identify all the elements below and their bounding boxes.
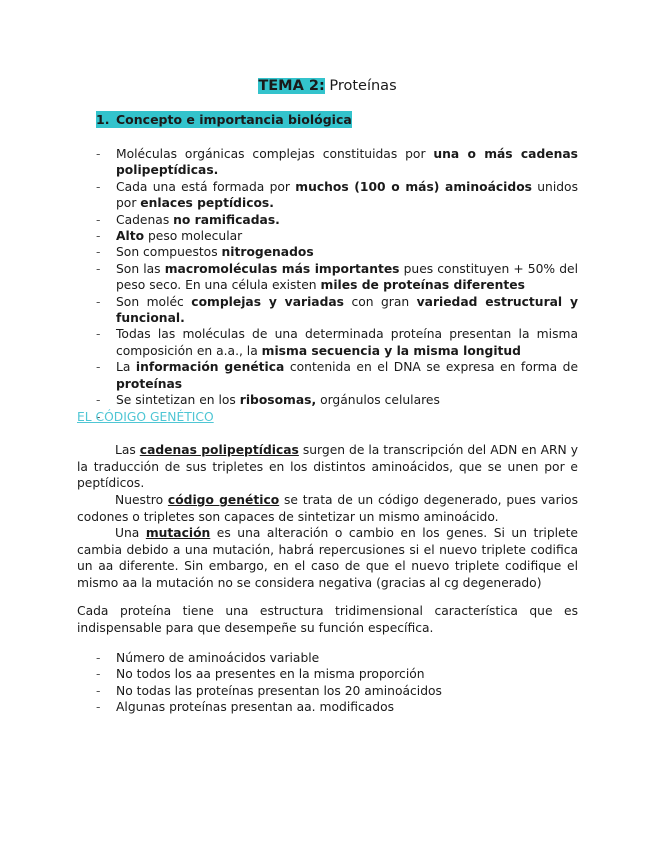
- list-item-text: unidos por: [116, 179, 578, 211]
- paragraph-polypeptide: [77, 442, 578, 492]
- list-item-text: con gran: [344, 294, 417, 309]
- list-item-text: contenida en el DNA se expresa en forma de: [284, 360, 579, 375]
- list-item: [96, 359, 578, 392]
- list-item-text: Se sintetizan en los: [116, 393, 240, 408]
- p1-term: cadenas polipeptídicas: [139, 443, 299, 457]
- p1-text-a: Las: [115, 443, 140, 457]
- list-item: [96, 244, 578, 260]
- list-item: [96, 179, 578, 212]
- page-title: [0, 76, 655, 96]
- list-item: [96, 392, 578, 408]
- list-item-bold-text: proteínas: [116, 376, 183, 391]
- paragraph-mutation: [77, 525, 578, 591]
- list-item-bold-text: muchos (100 o más) aminoácidos: [295, 179, 532, 194]
- p2-text-a: Nuestro: [115, 493, 168, 507]
- genetic-code-heading: EL CÓDIGO GENÉTICO: [77, 410, 214, 424]
- list-item-text: Son las: [116, 261, 165, 276]
- list-item-text: Moléculas orgánicas complejas constituidas por: [116, 147, 434, 161]
- list-item-text: orgánulos celulares: [316, 393, 440, 408]
- title-topic-number: TEMA 2:: [258, 78, 325, 94]
- section-label: Concepto e importancia biológica: [116, 112, 352, 127]
- p1-text-c: surgen de la transcripción del ADN en ARN y la traducción de sus tripletes en los distintos aminoácidos, que se unen por e peptídicos.: [77, 443, 578, 490]
- variability-list: [96, 650, 578, 716]
- list-item-text: Son moléc: [116, 294, 192, 309]
- list-item-bold-text: información genética: [135, 360, 285, 375]
- list-item-text: pues constituyen + 50% del peso seco. En una célula existen: [116, 261, 579, 293]
- list-item: [96, 326, 578, 359]
- list-item-bold-text: nitrogenados: [221, 245, 314, 260]
- p3-text-a: Una: [115, 526, 146, 540]
- list-item: - No todos los aa presentes en la misma proporción: [96, 666, 578, 682]
- list-item: [96, 228, 578, 244]
- p2-term: código genético: [167, 493, 280, 507]
- p3-term: mutación: [145, 526, 211, 540]
- list-item: [96, 261, 578, 294]
- list-item-bold-text: variedad estructural y funcional.: [116, 294, 578, 326]
- p2-text-c: se trata de un código degenerado, pues varios codones o tripletes son capaces de sintetizar un mismo aminoácido.: [77, 493, 578, 524]
- list-item-bold-text: Alto: [116, 229, 145, 244]
- list-item-text: peso molecular: [144, 229, 243, 244]
- paragraph-genetic-code: [77, 492, 578, 525]
- title-topic-name: Proteínas: [324, 78, 397, 94]
- paragraph-structure: Cada proteína tiene una estructura tridimensional característica que es indispensable para que desempeñe su función específica.: [77, 604, 578, 635]
- section-number: 1.: [96, 112, 110, 127]
- list-item-text: Cada una está formada por: [116, 179, 296, 194]
- list-item-text: Cadenas: [116, 212, 174, 227]
- p3-text-c: es una alteración o cambio en los genes. Si un triplete cambia debido a una mutación, habrá repercusiones si el nuevo triplete codifica un aa diferente. Sin embargo, en el caso de que el nuevo triplete codifique el mismo aa la mutación no se considera negativa (gracias al cg degenerado): [77, 526, 578, 590]
- list-item-bold-text: macromoléculas más importantes: [164, 261, 400, 276]
- list-item: [96, 294, 578, 327]
- list-item-bold-text: complejas y variadas: [191, 294, 344, 309]
- section-heading: [96, 111, 352, 128]
- list-item-bold-text: misma secuencia y la misma longitud: [261, 343, 521, 358]
- list-item-text: Son compuestos: [116, 245, 222, 260]
- list-item-bold-text: ribosomas,: [239, 393, 317, 408]
- list-item: - No todas las proteínas presentan los 20 aminoácidos: [96, 683, 578, 699]
- list-item-text: La: [116, 360, 136, 375]
- list-item-bold-text: no ramificadas.: [173, 212, 280, 227]
- list-item: [96, 146, 578, 179]
- list-item: [96, 212, 578, 228]
- list-item-bold-text: una o más cadenas polipeptídicas.: [116, 147, 578, 178]
- list-item-text: Todas las moléculas de una determinada proteína presentan la misma composición en a.a., la: [116, 327, 578, 358]
- properties-list: [96, 146, 578, 425]
- list-item: - Número de aminoácidos variable: [96, 650, 578, 666]
- list-item-bold-text: enlaces peptídicos.: [140, 196, 274, 211]
- list-item: - Algunas proteínas presentan aa. modificados: [96, 699, 578, 715]
- list-item-bold-text: miles de proteínas diferentes: [320, 278, 525, 293]
